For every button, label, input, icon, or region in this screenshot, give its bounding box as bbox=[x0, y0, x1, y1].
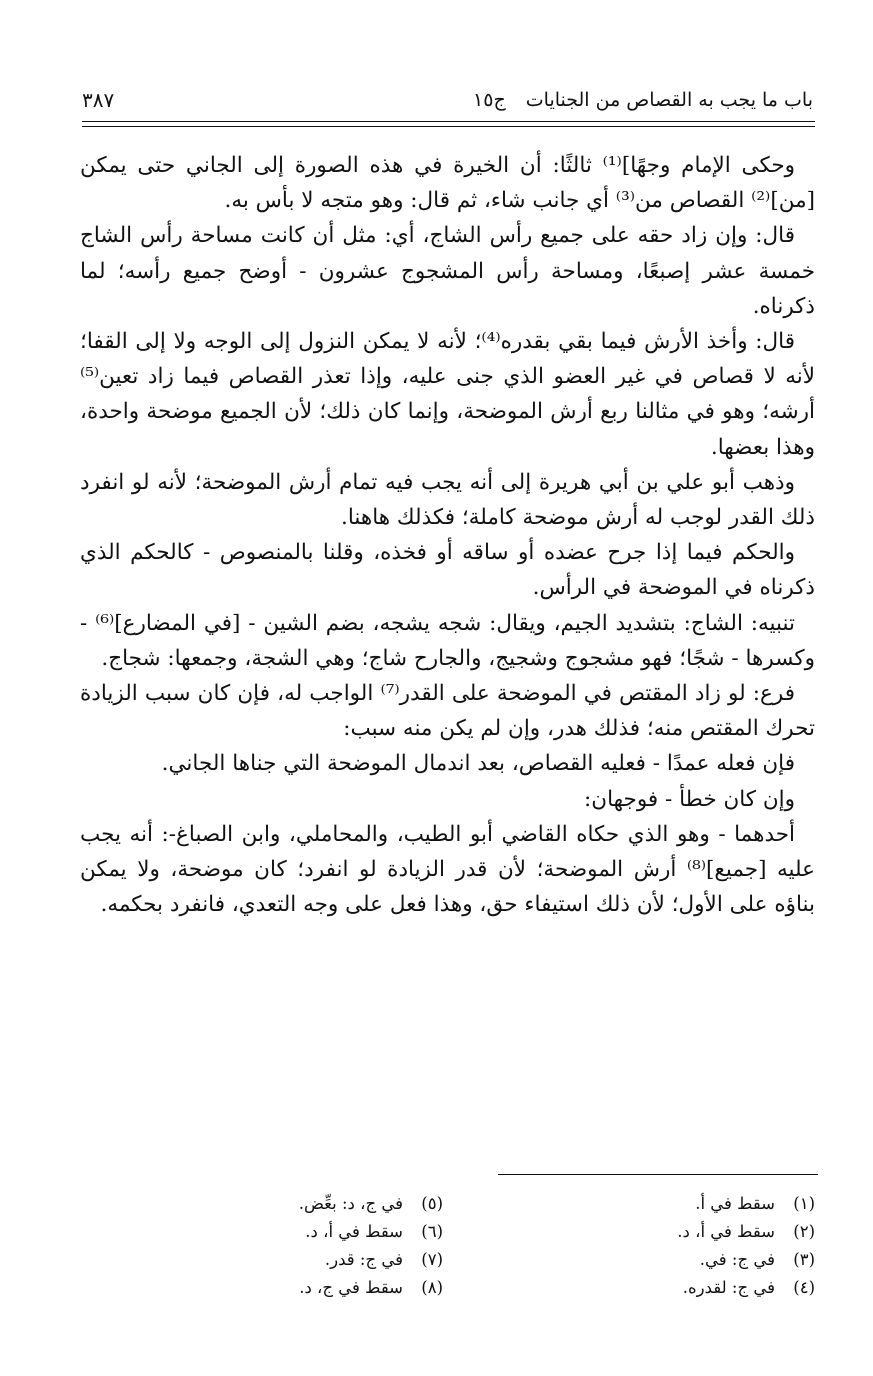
footnote bbox=[143, 1246, 443, 1274]
footnote-number: (١) bbox=[793, 1194, 815, 1213]
footnote-text: سقط في أ. bbox=[695, 1194, 775, 1213]
header-rule-thick bbox=[82, 121, 815, 122]
footnote-text: سقط في أ، د. bbox=[677, 1222, 775, 1241]
footnote-number: (٢) bbox=[793, 1222, 815, 1241]
paragraph: وإن كان خطأ - فوجهان: bbox=[584, 786, 795, 812]
footnote-number: (٥) bbox=[421, 1194, 443, 1213]
footnote bbox=[515, 1274, 815, 1302]
footnote-text: في ج: قدر. bbox=[324, 1250, 403, 1269]
footnote-text: سقط في ج، د. bbox=[299, 1278, 403, 1297]
footnote bbox=[143, 1190, 443, 1218]
paragraph: أحدهما - وهو الذي حكاه القاضي أبو الطيب، والمحاملي، وابن الصباغ-: أنه يجب عليه [جميع]⁽⁸⁾ أرش الموضحة؛ لأن قدر الزيادة لو انفرد؛ كان موضحة، ولا يمكن بناؤه على الأول؛ لأن ذلك استيفاء حق، وهذا فعل على وجه التعدي، فانفرد بحكمه. bbox=[80, 821, 815, 918]
footnote-number: (٧) bbox=[421, 1250, 443, 1269]
footnote-rule bbox=[498, 1174, 818, 1175]
page-number: ٣٨٧ bbox=[82, 88, 115, 112]
header-rule-thin bbox=[82, 126, 815, 127]
footnote-number: (٨) bbox=[421, 1278, 443, 1297]
paragraph: تنبيه: الشاج: بتشديد الجيم، ويقال: شجه يشجه، بضم الشين - [في المضارع]⁽⁶⁾ - وكسرها - شجًا؛ فهو مشجوج وشجيج، والجارح شاج؛ وهي الشجة، وجمعها: شجاج. bbox=[80, 610, 815, 671]
footnote-number: (٤) bbox=[793, 1278, 815, 1297]
footnote bbox=[515, 1190, 815, 1218]
chapter-title bbox=[473, 86, 813, 114]
footnote bbox=[143, 1218, 443, 1246]
footnote-text: في ج: في. bbox=[699, 1250, 775, 1269]
chapter-name: باب ما يجب به القصاص من الجنايات bbox=[525, 89, 813, 111]
footnotes-column-left bbox=[143, 1190, 443, 1302]
main-text bbox=[80, 148, 815, 922]
footnote-number: (٣) bbox=[793, 1250, 815, 1269]
paragraph: فإن فعله عمدًا - فعليه القصاص، بعد اندمال الموضحة التي جناها الجاني. bbox=[161, 751, 795, 777]
running-header bbox=[82, 86, 813, 120]
paragraph: وذهب أبو علي بن أبي هريرة إلى أنه يجب فيه تمام أرش الموضحة؛ لأنه لو انفرد ذلك القدر لوجب له أرش موضحة كاملة؛ فكذلك هاهنا. bbox=[80, 469, 815, 531]
footnote-text: في ج، د: بعِّض. bbox=[298, 1194, 403, 1213]
paragraph: قال: وأخذ الأرش فيما بقي بقدره⁽⁴⁾؛ لأنه لا يمكن النزول إلى الوجه ولا إلى القفا؛ لأنه لا قصاص في غير العضو الذي جنى عليه، وإذا تعذر القصاص فيما زاد تعين⁽⁵⁾ أرشه؛ وهو في مثالنا ربع أرش الموضحة، وإنما كان ذلك؛ لأن الجميع موضحة واحدة، وهذا بعضها. bbox=[80, 329, 815, 460]
footnote bbox=[515, 1246, 815, 1274]
footnotes-column-right bbox=[515, 1190, 815, 1302]
volume-label: ج١٥ bbox=[473, 89, 506, 111]
footnote bbox=[143, 1274, 443, 1302]
footnote-text: في ج: لقدره. bbox=[682, 1278, 775, 1297]
footnote-text: سقط في أ، د. bbox=[305, 1222, 403, 1241]
paragraph: وحكى الإمام وجهًا]⁽¹⁾ ثالثًا: أن الخيرة في هذه الصورة إلى الجاني حتى يمكن [من]⁽²⁾ القصاص من⁽³⁾ أي جانب شاء، ثم قال: وهو متجه لا بأس به. bbox=[80, 153, 815, 214]
paragraph: فرع: لو زاد المقتص في الموضحة على القدر⁽⁷⁾ الواجب له، فإن كان سبب الزيادة تحرك المقتص منه؛ فذلك هدر، وإن لم يكن منه سبب: bbox=[80, 681, 815, 742]
paragraph: والحكم فيما إذا جرح عضده أو ساقه أو فخذه، وقلنا بالمنصوص - كالحكم الذي ذكرناه في الموضحة في الرأس. bbox=[80, 540, 815, 601]
paragraph: قال: وإن زاد حقه على جميع رأس الشاج، أي: مثل أن كانت مساحة رأس الشاج خمسة عشر إصبعًا، ومساحة رأس المشجوج عشرون - أوضح جميع رأسه؛ لما ذكرناه. bbox=[80, 223, 815, 319]
footnote bbox=[515, 1218, 815, 1246]
footnote-number: (٦) bbox=[421, 1222, 443, 1241]
